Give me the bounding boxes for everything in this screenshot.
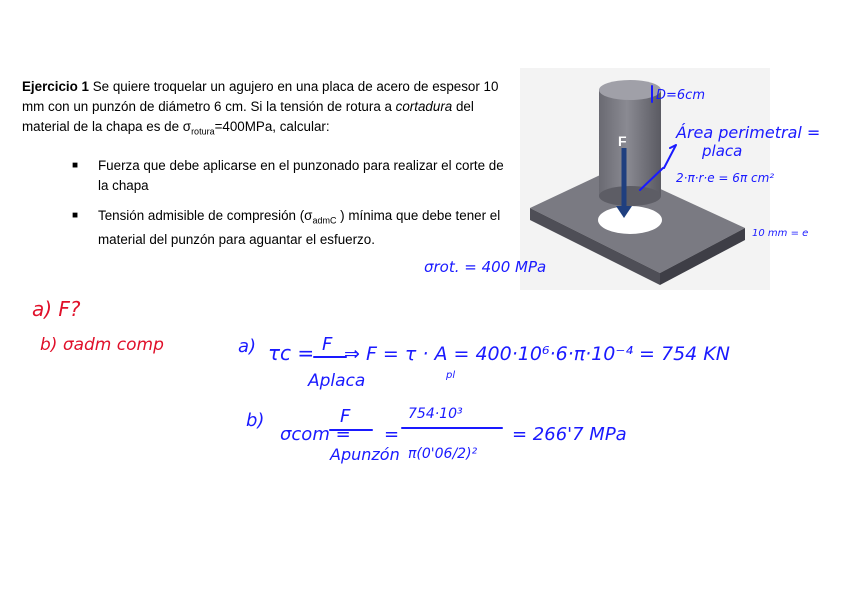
diameter-note: D=6cm (656, 88, 705, 103)
area-line (640, 168, 663, 190)
area-note: Área perimetral = (676, 123, 821, 142)
sigma-rotura-note: σrot. = 400 MPa (424, 258, 547, 276)
question-text: Fuerza que debe aplicarse en el punzonado para realizar el corte de la chapa (98, 157, 504, 193)
part-a-result: ⇒ F = τ · A = 400·10⁶·6·π·10⁻⁴ = 754 KN (344, 343, 730, 365)
part-b-denominator: π(0'06/2)² (408, 446, 478, 462)
part-a-fraction-num: F (322, 334, 333, 355)
intro-subscript: rotura (191, 126, 215, 137)
bullet-icon: ■ (72, 159, 79, 171)
part-a-subscript: pl (446, 370, 456, 381)
force-label: F (618, 133, 627, 149)
question-subscript: admC (312, 215, 337, 226)
intro-italic: cortadura (395, 99, 453, 114)
part-a-tau: τc = (268, 341, 315, 365)
area-formula: 2·π·r·e = 6π cm² (676, 171, 775, 185)
part-b-label: b) (246, 410, 265, 431)
part-a-label: a) (238, 336, 257, 357)
exercise-title: Ejercicio 1 (22, 79, 89, 94)
intro-text: Se quiere troquelar un agujero en una placa de acero de espesor 10 mm con un punzón de diámetro 6 cm. Si la tensión de rotura a (22, 79, 499, 114)
thickness-note: 10 mm = e (752, 228, 809, 239)
question-b-note: b) σadm comp (40, 335, 164, 355)
part-b-fraction-den: Apunzón (330, 445, 400, 464)
intro-text-3: =400MPa, calcular: (214, 119, 330, 134)
bullet-icon: ■ (72, 209, 79, 221)
intro-text-2: del material de la chapa es de σ (22, 99, 474, 134)
part-b-sigma: σcom = (280, 424, 351, 445)
area-note-placa: placa (702, 142, 743, 160)
part-b-result: = 266'7 MPa (512, 424, 627, 445)
part-b-equals: = (384, 424, 400, 445)
part-b-numerator: 754·10³ (408, 406, 463, 422)
area-arrow (664, 145, 676, 168)
part-a-fraction-den: Aplaca (308, 371, 366, 391)
question-text: Tensión admisible de compresión (σ (98, 207, 313, 223)
question-a-note: a) F? (32, 297, 81, 321)
question-text-2: ) mínima que debe tener el material del punzón para aguantar el esfuerzo. (98, 207, 501, 248)
part-b-fraction-num: F (340, 406, 351, 427)
